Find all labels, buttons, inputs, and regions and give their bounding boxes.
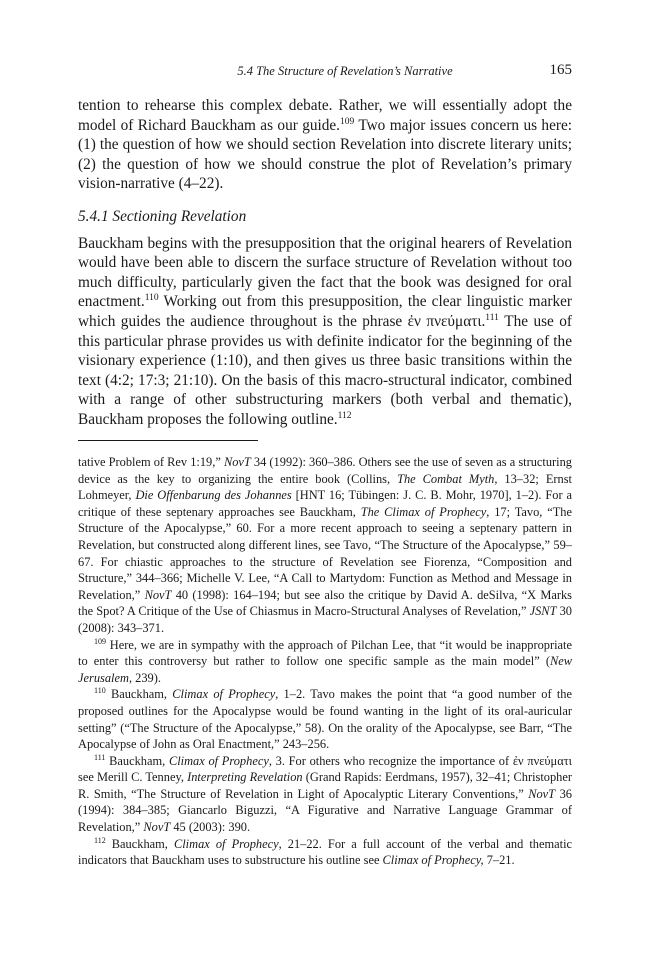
- running-head-title: 5.4 The Structure of Revelation’s Narrative: [237, 64, 453, 78]
- footnote-number: 109: [94, 636, 106, 646]
- footnote-ref-111[interactable]: 111: [485, 312, 499, 323]
- page-number: 165: [549, 62, 572, 78]
- footnote-number: 112: [94, 835, 106, 845]
- footnotes: [78, 454, 572, 869]
- footnote-number: 111: [94, 752, 106, 762]
- body-paragraph-2: Bauckham begins with the presupposition that the original hearers of Revelation would have been able to discern the surface structure of Revelation without too much difficulty, particularly given the fact that the book was designed for oral enactment.$^{110}$ Working out from this presupposition, the clear linguistic marker which guides the audience throughout is the phrase ἐν πνεύματι.$^{111}$ The use of this particular phrase provides us with definite indicator for the beginning of the visionary experience (1:10), and then gives us three basic transitions within the text (4:2; 17:3; 21:10). On the basis of this macro-structural indicator, combined with a range of other substructuring markers (both verbal and thematic), Bauckham proposes the following outline.$^{112}$: [78, 234, 572, 428]
- footnote-number: 110: [94, 686, 106, 696]
- body-paragraph-1: tention to rehearse this complex debate. Rather, we will essentially adopt the model of Richard Bauckham as our guide.$^{109}$ Two major issues concern us here: (1) the question of how we should section Revelation into discrete literary units; (2) the question of how we should construe the plot of Revelation’s primary vision-narrative (4–22).: [78, 97, 572, 193]
- footnote-divider: [78, 440, 258, 441]
- main-text: [78, 96, 572, 430]
- footnote-111: $^{111}$ Bauckham, Climax of Prophecy, 3. For others who recognize the importance of ἐν πνεύματι see Merill C. Tenney, Interpreting Revelation (Grand Rapids: Eerdmans, 1957), 32–41; Christopher R. Smith, “The Structure of Revelation in Light of Apocalyptic Literary Conventions,” NovT 36 (1994): 384–385; Giancarlo Biguzzi, “A Figurative and Narrative Language Grammar of Revelation,” NovT 45 (2003): 390.: [78, 752, 573, 835]
- footnote-ref-112[interactable]: 112: [337, 410, 352, 421]
- running-head: [78, 62, 572, 84]
- footnote-continuation: tative Problem of Rev 1:19,” NovT 34 (1992): 360–386. Others see the use of seven as a structuring device as the key to organizing the entire book (Collins, The Combat Myth, 13–32; Ernst Lohmeyer, Die Offenbarung des Johannes [HNT 16; Tübingen: J. C. B. Mohr, 1970], 1–2). For a critique of these septenary approaches see Bauckham, The Climax of Prophecy, 17; Tavo, “The Structure of the Apocalypse,” 60. For a more recent approach to seeing a septenary pattern in Revelation, but constructed along different lines, see Tavo, “The Structure of the Apocalypse,” 59–67. For chiastic approaches to the structure of Revelation see Fiorenza, “Composition and Structure,” 344–366; Michelle V. Lee, “A Call to Martydom: Function as Method and Message in Revelation,” NovT 40 (1998): 164–194; but see also the critique by David A. deSilva, “X Marks the Spot? A Critique of the Use of Chiasmus in Macro-Structural Analyses of Revelation,” JSNT 30 (2008): 343–371.: [78, 455, 573, 635]
- section-heading: 5.4.1 Sectioning Revelation: [78, 207, 247, 225]
- footnote-110: $^{110}$ Bauckham, Climax of Prophecy, 1–2. Tavo makes the point that “a good number of the proposed outlines for the Apocalypse would be found wanting in the light of its oral-auricular setting” (“The Structure of the Apocalypse,” 58). On the orality of the Apocalypse, see Barr, “The Apocalypse of John as Oral Enactment,” 243–256.: [78, 686, 572, 752]
- footnote-ref-110[interactable]: 110: [144, 293, 159, 304]
- footnote-ref-109[interactable]: 109: [340, 116, 355, 127]
- footnote-112: $^{112}$ Bauckham, Climax of Prophecy, 21–22. For a full account of the verbal and thematic indicators that Bauckham uses to substructure his outline see Climax of Prophecy, 7–21.: [78, 835, 573, 868]
- footnote-109: $^{109}$ Here, we are in sympathy with the approach of Pilchan Lee, that “it would be inappropriate to enter this controversy but rather to follow one specific sample as the main model” (New Jerusalem, 239).: [78, 636, 572, 685]
